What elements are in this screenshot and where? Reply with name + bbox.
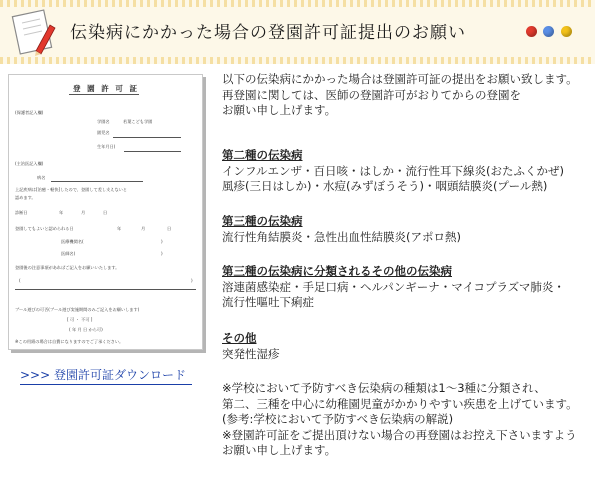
form-exam-date-label: 診断日 [15,210,28,215]
intro-line: 再登園に関しては、医師の登園許可がおりてからの登園を [222,87,521,102]
section-line: インフルエンザ・百日咳・はしか・流行性耳下線炎(おたふくかぜ) [222,163,565,178]
form-disease-label: 病名 [37,175,46,180]
note-line: ※登園許可証をご提出頂けない場合の再登園はお控え下さいますよう [222,427,577,442]
form-permit-year: 年 [117,226,122,231]
form-school-label: 学園名 [97,119,110,124]
intro-line: 以下の伝染病にかかった場合は登園許可証の提出をお願い致します。 [222,72,578,86]
form-permit-day: 日 [167,226,172,231]
section-type3-other [222,264,590,311]
form-title: 登 園 許 可 証 [73,84,139,93]
form-exam-day: 日 [103,210,108,215]
section-line: 流行性角結膜炎・急性出血性結膜炎(アポロ熱) [222,229,461,244]
section-line: 流行性嘔吐下痢症 [222,295,314,309]
intro-line: お願い申し上げます。 [222,103,337,117]
permit-download-link[interactable]: >>> 登園許可証ダウンロード [20,368,186,382]
section-type2 [222,148,590,195]
form-permit-line: 登園してもよいと認められる日 [15,226,74,231]
header-stripe-bottom [0,57,595,64]
note-line: お願い申し上げます。 [222,443,337,457]
form-clinic-label: 医療機関名( [61,239,84,244]
notes-block [222,381,590,459]
form-doctor-close: ) [161,251,163,256]
form-birthday-label: 生年月日( [97,144,116,149]
form-note-line: 登園後の注意事項があればご記入をお願いいたします。 [15,265,120,270]
page-header [0,0,595,64]
form-child-name-label: 園児名 [97,130,110,135]
intro-text [222,72,590,119]
form-permit-month: 月 [141,226,146,231]
header-stripe-top [0,0,595,7]
note-line: ※学校において予防すべき伝染病の種類は1〜3種に分類され、 [222,381,546,395]
section-heading: 第三種の伝染病 [222,214,303,228]
form-pool-line: プール遊びの可否(プール遊び実施期間のみご記入をお願いします) [15,307,140,312]
blue-dot-icon [543,26,554,37]
form-doctor-label: (主治医記入欄) [15,161,44,166]
permit-form-image[interactable]: 登 園 許 可 証 (保護者記入欄) 学園名 若葉こども学園 園児名 生年月日( (主治医記入欄) 病名 上記疾病は[治癒・軽快]したので、登園して差し支えないと 認めます。 診断日 年 月 日 登園してもよいと認められる日 年 月 日 医療機関名( ) 医師名( ) 登園後の注意事項があればご記入をお願いいたします。 ( ) プール遊びの可否(プール遊び実施期間のみご記入をお願いします) [ 可 ・ 不可 ] ( 年 月 日 から可) ※この用紙の場合は自費になりますのでご了承ください。 [8,74,203,350]
form-notice-line: 上記疾病は[治癒・軽快]したので、登園して差し支えないと [15,187,128,192]
section-heading: 第三種の伝染病に分類されるその他の伝染病 [222,264,452,278]
page-title: 伝染病にかかった場合の登園許可証提出のお願い [70,23,466,43]
form-clinic-close: ) [161,239,163,244]
form-exam-year: 年 [59,210,64,215]
section-other [222,331,590,362]
section-type3 [222,214,590,245]
red-dot-icon [526,26,537,37]
form-notice-line2: 認めます。 [15,195,36,200]
section-line: 溶連菌感染症・手足口病・ヘルパンギーナ・マイコプラズマ肺炎・ [222,279,565,294]
note-line: 第二、三種を中心に幼稚園児童がかかりやすい疾患を上げています。 [222,396,578,411]
form-pool-choice: [ 可 ・ 不可 ] [67,317,93,322]
download-link-underline [20,384,192,385]
memo-pencil-icon [10,7,58,57]
form-school-name: 若葉こども学園 [123,119,153,124]
form-footer-line: ※この用紙の場合は自費になりますのでご了承ください。 [15,339,124,344]
note-line: (参考:学校において予防すべき伝染病の解説) [222,412,454,426]
section-line: 風疹(三日はしか)・水痘(みずぼうそう)・咽頭結膜炎(プール熱) [222,179,548,193]
form-doctor-name-label: 医師名( [61,251,76,256]
section-heading: 第二種の伝染病 [222,148,303,162]
section-line: 突発性湿疹 [222,346,280,361]
form-pool-date: ( 年 月 日 から可) [69,327,103,332]
yellow-dot-icon [561,26,572,37]
form-guardian-label: (保護者記入欄) [15,110,44,115]
section-heading: その他 [222,331,257,345]
form-exam-month: 月 [81,210,86,215]
